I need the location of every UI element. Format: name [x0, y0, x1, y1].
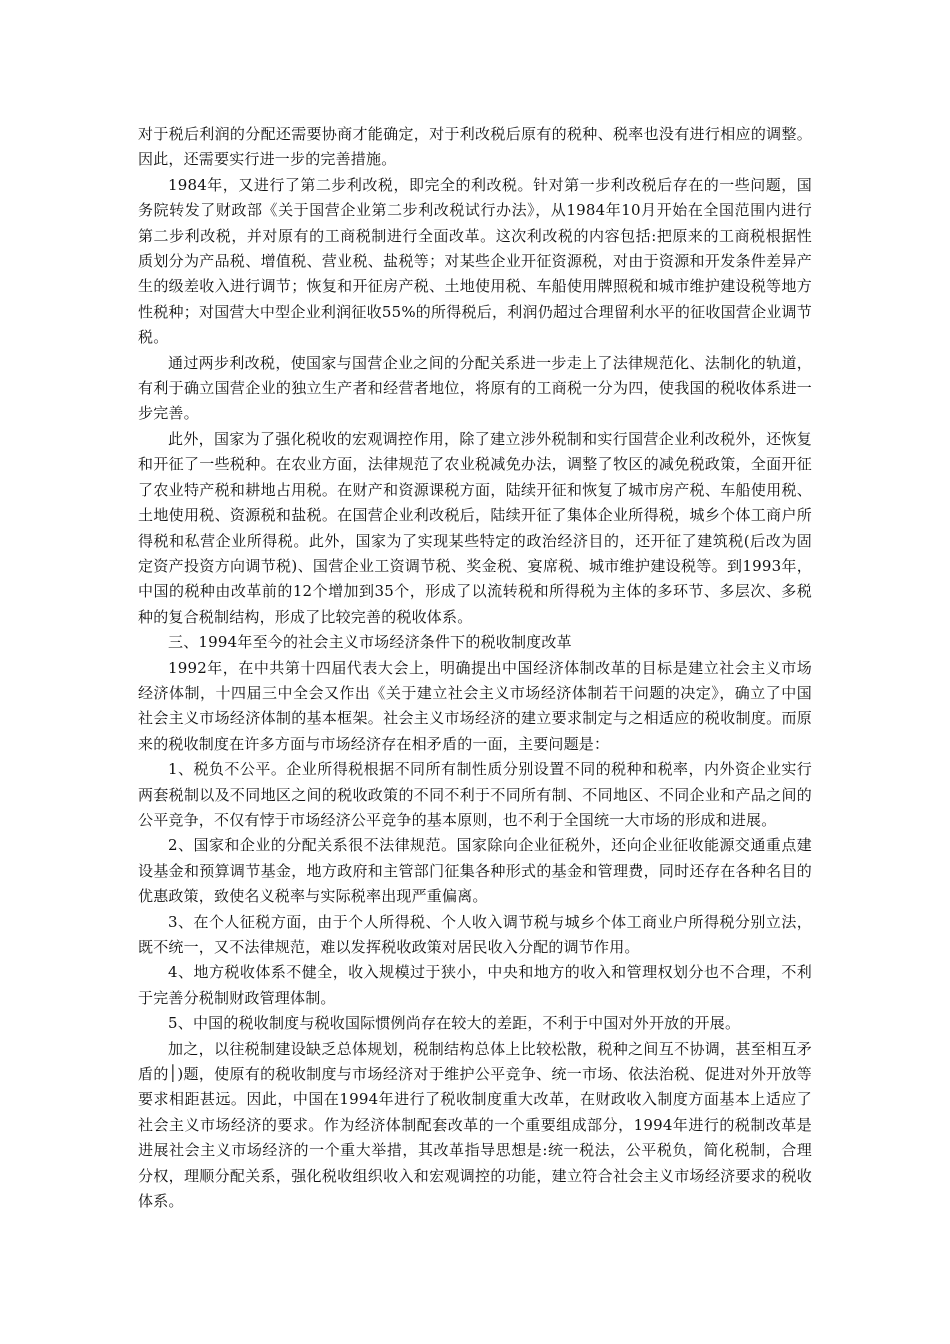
paragraph-new-taxes: 此外，国家为了强化税收的宏观调控作用，除了建立涉外税制和实行国营企业利改税外，还恢复和开征了一些税种。在农业方面，法律规范了农业税减免办法，调整了牧区的减免税政策，全面开征了农业特产税和耕地占用税。在财产和资源课税方面，陆续开征和恢复了城市房产税、车船使用税、土地使用税、资源税和盐税。在国营企业利改税后，陆续开征了集体企业所得税，城乡个体工商户所得税和私营企业所得税。此外，国家为了实现某些特定的政治经济目的，还开征了建筑税(后改为固定资产投资方向调节税)、国营企业工资调节税、奖金税、宴席税、城市维护建设税等。到1993年，中国的税种由改革前的12个增加到35个，形成了以流转税和所得税为主体的多环节、多层次、多税种的复合税制结构，形成了比较完善的税收体系。: [138, 429, 812, 626]
section-heading-1994-reform: 三、1994年至今的社会主义市场经济条件下的税收制度改革: [168, 633, 572, 652]
paragraph-second-step-reform: 1984年，又进行了第二步利改税，即完全的利改税。针对第一步利改税后存在的一些问题，国务院转发了财政部《关于国营企业第二步利改税试行办法》，从1984年10月开始在全国范围内进行第二步利改税，并对原有的工商税制进行全面改革。这次利改税的内容包括:把原来的工商税根据性质划分为产品税、增值税、营业税、盐税等；对某些企业开征资源税，对由于资源和开发条件差异产生的级差收入进行调节；恢复和开征房产税、土地使用税、车船使用牌照税和城市维护建设税等地方性税种；对国营大中型企业利润征收55%的所得税后，利润仍超过合理留利水平的征收国营企业调节税。: [138, 175, 812, 347]
list-item-3: 3、在个人征税方面，由于个人所得税、个人收入调节税与城乡个体工商业户所得税分别立法，既不统一，又不法律规范，难以发挥税收政策对居民收入分配的调节作用。: [138, 912, 812, 956]
list-item-1: 1、税负不公平。企业所得税根据不同所有制性质分别设置不同的税种和税率，内外资企业实行两套税制以及不同地区之间的税收政策的不同不利于不同所有制、不同地区、不同企业和产品之间的公平竞争，不仅有悖于市场经济公平竞争的基本原则，也不利于全国统一大市场的形成和进展。: [138, 760, 812, 829]
document-body: [138, 122, 812, 1214]
paragraph-conclusion: 加之，以往税制建设缺乏总体规划，税制结构总体上比较松散，税种之间互不协调，甚至相互矛盾的׀)题，使原有的税收制度与市场经济对于维护公平竞争、统一市场、依法治税、促进对外开放等要求相距甚远。因此，中国在1994年进行了税收制度重大改革，在财政收入制度方面基本上适应了社会主义市场经济的要求。作为经济体制配套改革的一个重要组成部分，1994年进行的税制改革是进展社会主义市场经济的一个重大举措，其改革指导思想是:统一税法，公平税负，简化税制，合理分权，理顺分配关系，强化税收组织收入和宏观调控的功能，建立符合社会主义市场经济要求的税收体系。: [138, 1039, 812, 1211]
list-item-5: 5、中国的税收制度与税收国际惯例尚存在较大的差距，不利于中国对外开放的开展。: [168, 1014, 741, 1033]
paragraph-1992-congress: 1992年，在中共第十四届代表大会上，明确提出中国经济体制改革的目标是建立社会主义市场经济体制，十四届三中全会又作出《关于建立社会主义市场经济体制若干问题的决定》，确立了中国社会主义市场经济体制的基本框架。社会主义市场经济的建立要求制定与之相适应的税收制度。而原来的税收制度在许多方面与市场经济存在相矛盾的一面，主要问题是：: [138, 658, 812, 753]
paragraph-continuation: 对于税后利润的分配还需要协商才能确定，对于利改税后原有的税种、税率也没有进行相应的调整。因此，还需要实行进一步的完善措施。: [138, 125, 812, 169]
list-item-4: 4、地方税收体系不健全，收入规模过于狭小，中央和地方的收入和管理权划分也不合理，不利于完善分税制财政管理体制。: [138, 963, 812, 1007]
list-item-2: 2、国家和企业的分配关系很不法律规范。国家除向企业征税外，还向企业征收能源交通重点建设基金和预算调节基金，地方政府和主管部门征集各种形式的基金和管理费，同时还存在各种名目的优惠政策，致使名义税率与实际税率出现严重偏离。: [138, 836, 812, 906]
paragraph-two-step-summary: 通过两步利改税，使国家与国营企业之间的分配关系进一步走上了法律规范化、法制化的轨道，有利于确立国营企业的独立生产者和经营者地位，将原有的工商税一分为四，使我国的税收体系进一步完善。: [138, 353, 812, 423]
